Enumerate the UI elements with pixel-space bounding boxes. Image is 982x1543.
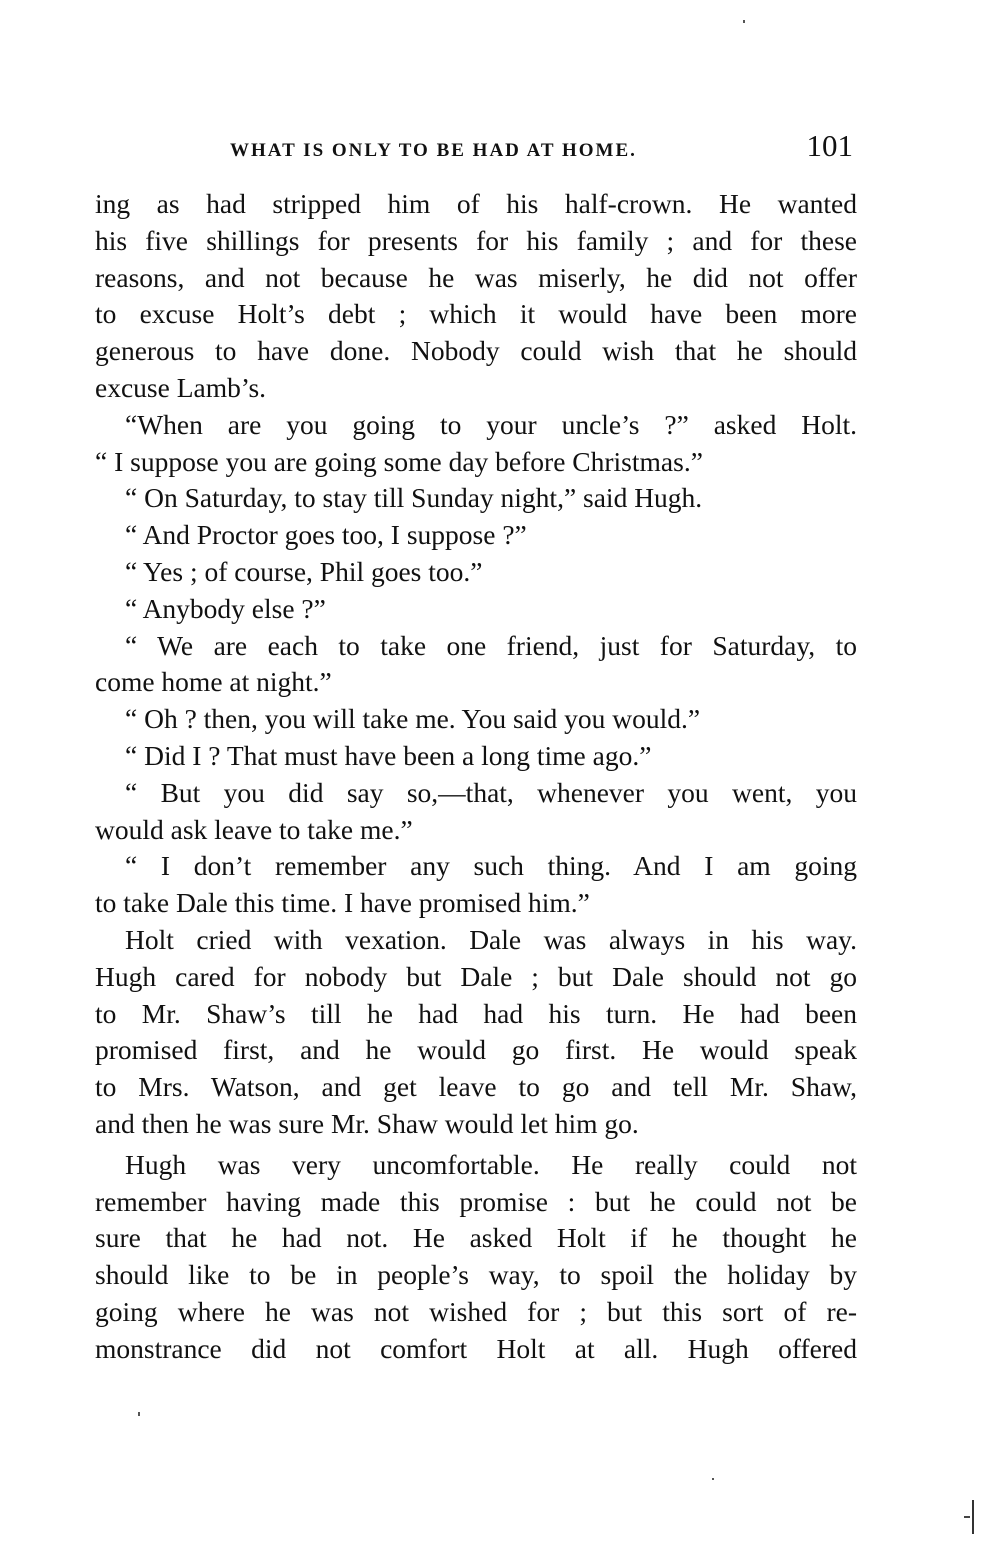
text-line: “ I don’t remember any such thing. And I am going [125, 850, 857, 882]
body-text [95, 186, 857, 1368]
text-line: “ Oh ? then, you will take me. You said you would.” [125, 703, 701, 735]
text-line: “ And Proctor goes too, I suppose ?” [125, 519, 527, 551]
text-line: “ Yes ; of course, Phil goes too.” [125, 555, 483, 587]
text-line: “ Did I ? That must have been a long time ago.” [125, 739, 652, 771]
text-line: to Mr. Shaw’s till he had had his turn. He had been [95, 997, 857, 1029]
text-line: “ I suppose you are going some day before Christmas.” [95, 445, 703, 477]
text-line: his five shillings for presents for his family ; and for these [95, 224, 857, 256]
text-line: reasons, and not because he was miserly, he did not offer [95, 261, 857, 293]
text-line: promised first, and he would go first. He would speak [95, 1034, 857, 1066]
text-line: “ We are each to take one friend, just for Saturday, to [125, 629, 857, 661]
text-line: should like to be in people’s way, to spoil the holiday by [95, 1259, 857, 1291]
text-line: Hugh cared for nobody but Dale ; but Dale should not go [95, 960, 857, 992]
speck-mark [712, 1478, 714, 1480]
text-line: Holt cried with vexation. Dale was always in his way. [125, 923, 857, 955]
text-line: and then he was sure Mr. Shaw would let him go. [95, 1107, 639, 1139]
text-line: to Mrs. Watson, and get leave to go and tell Mr. Shaw, [95, 1071, 857, 1103]
text-line: “When are you going to your uncle’s ?” asked Holt. [125, 408, 857, 440]
edge-mark [972, 1500, 974, 1534]
text-line: “ But you did say so,—that, whenever you went, you [125, 776, 857, 808]
text-line: remember having made this promise : but he could not be [95, 1185, 857, 1217]
text-line: excuse Lamb’s. [95, 371, 267, 403]
text-line: “ Anybody else ?” [125, 592, 326, 624]
text-line: going where he was not wished for ; but this sort of re- [95, 1295, 857, 1327]
text-line: would ask leave to take me.” [95, 813, 413, 845]
text-line: to excuse Holt’s debt ; which it would have been more [95, 298, 857, 330]
text-line: monstrance did not comfort Holt at all. Hugh offered [95, 1332, 857, 1364]
page-number: 101 [806, 128, 853, 163]
text-line: come home at night.” [95, 666, 332, 698]
speck-mark [743, 20, 745, 23]
running-header [95, 128, 855, 178]
running-title: WHAT IS ONLY TO BE HAD AT HOME. [230, 140, 637, 161]
text-line: Hugh was very uncomfortable. He really could not [125, 1148, 857, 1180]
edge-mark [964, 1516, 970, 1518]
text-line: generous to have done. Nobody could wish that he should [95, 335, 857, 367]
text-line: sure that he had not. He asked Holt if he thought he [95, 1222, 857, 1254]
text-line: “ On Saturday, to stay till Sunday night,” said Hugh. [125, 482, 703, 514]
text-line: ing as had stripped him of his half-crown. He wanted [95, 188, 857, 219]
text-line: to take Dale this time. I have promised him.” [95, 887, 590, 919]
speck-mark [138, 1412, 140, 1416]
